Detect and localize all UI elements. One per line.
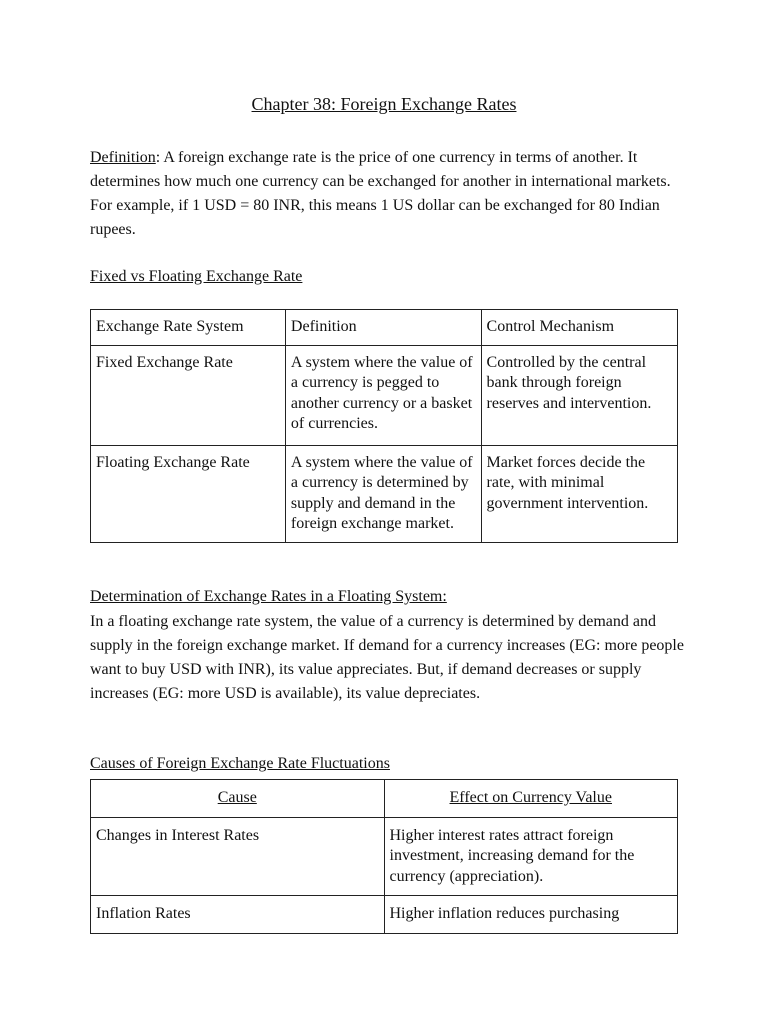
section-heading-determination: Determination of Exchange Rates in a Floating System:	[90, 588, 447, 605]
table-header-cell: Control Mechanism	[481, 310, 677, 346]
definition-text: : A foreign exchange rate is the price of one currency in terms of another. It determines how much one currency can be exchanged for another in international markets. For example, if 1 USD = 80 INR, this means 1 US dollar can be exchanged for 80 Indian rupees.	[90, 149, 671, 238]
table-cell: A system where the value of a currency is pegged to another currency or a basket of currencies.	[285, 345, 481, 445]
table-cell: Floating Exchange Rate	[91, 445, 286, 542]
table-row	[91, 345, 678, 445]
page-title: Chapter 38: Foreign Exchange Rates	[251, 94, 517, 114]
table-header-row	[91, 310, 678, 346]
table-cell: A system where the value of a currency is determined by supply and demand in the foreign exchange market.	[285, 445, 481, 542]
table-header-cell: Cause	[91, 780, 385, 818]
table-cell: Inflation Rates	[91, 896, 385, 934]
table-cell: Higher inflation reduces purchasing	[384, 896, 678, 934]
table-header-cell: Definition	[285, 310, 481, 346]
table-row	[91, 896, 678, 934]
table-row	[91, 445, 678, 542]
table-cell: Market forces decide the rate, with minimal government intervention.	[481, 445, 677, 542]
table-header-row	[91, 780, 678, 818]
table-row	[91, 817, 678, 896]
determination-paragraph: In a floating exchange rate system, the value of a currency is determined by demand and supply in the foreign exchange market. If demand for a currency increases (EG: more people want to buy USD with INR), its value appreciates. But, if demand decreases or supply increases (EG: more USD is available), its value depreciates.	[90, 613, 684, 702]
table-cell: Controlled by the central bank through foreign reserves and intervention.	[481, 345, 677, 445]
table-header-cell: Effect on Currency Value	[384, 780, 678, 818]
section-heading-fixed-vs-floating: Fixed vs Floating Exchange Rate	[90, 268, 303, 285]
section-heading-causes: Causes of Foreign Exchange Rate Fluctuations	[90, 755, 390, 772]
fluctuation-causes-table	[90, 779, 678, 934]
table-cell: Changes in Interest Rates	[91, 817, 385, 896]
table-cell: Fixed Exchange Rate	[91, 345, 286, 445]
definition-label: Definition	[90, 149, 156, 166]
exchange-rate-systems-table	[90, 309, 678, 543]
table-header-cell: Exchange Rate System	[91, 310, 286, 346]
table-cell: Higher interest rates attract foreign investment, increasing demand for the currency (appreciation).	[384, 817, 678, 896]
definition-paragraph	[90, 146, 690, 242]
